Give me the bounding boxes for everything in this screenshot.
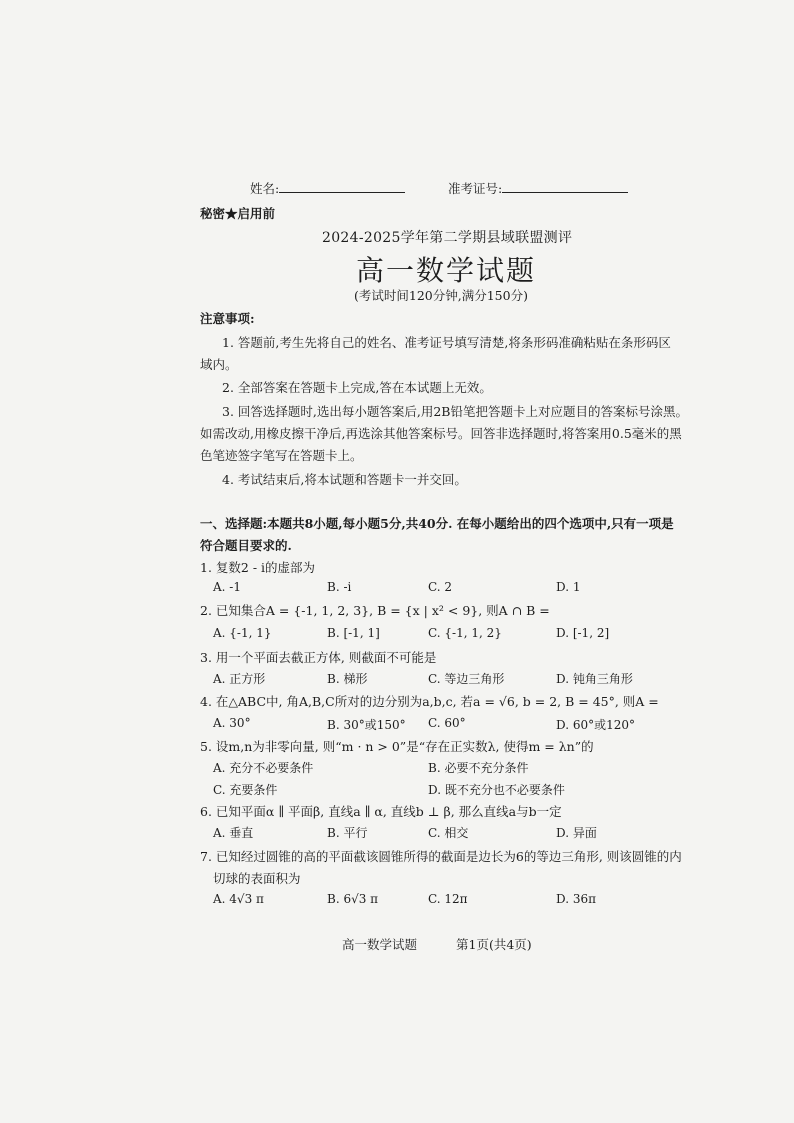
note-2: 2. 全部答案在答题卡上完成,答在本试题上无效。 bbox=[222, 380, 492, 395]
question-5-stem: 5. 设m,n为非零向量, 则“m · n > 0”是“存在正实数λ, 使得m = λn”的 bbox=[200, 739, 594, 754]
question-7-stem-line-2: 切球的表面积为 bbox=[213, 871, 301, 886]
section-1-heading-line-2: 符合题目要求的. bbox=[200, 538, 292, 553]
question-1-stem: 1. 复数2 - i的虚部为 bbox=[200, 560, 316, 575]
question-2-option-c[interactable]: C. {-1, 1, 2} bbox=[428, 626, 502, 640]
question-1-option-d[interactable]: D. 1 bbox=[556, 580, 581, 594]
exam-id-field bbox=[448, 178, 628, 197]
footer-subject: 高一数学试题 bbox=[342, 937, 418, 952]
question-5-option-b[interactable]: B. 必要不充分条件 bbox=[428, 761, 529, 775]
footer-page-number: 第1页(共4页) bbox=[456, 937, 532, 952]
question-7-option-c[interactable]: C. 12π bbox=[428, 892, 468, 906]
question-3-option-c[interactable]: C. 等边三角形 bbox=[428, 672, 505, 686]
question-4-option-c[interactable]: C. 60° bbox=[428, 716, 466, 730]
exam-id-label: 准考证号: bbox=[448, 181, 503, 196]
notes-heading: 注意事项: bbox=[200, 311, 255, 326]
question-3-option-a[interactable]: A. 正方形 bbox=[213, 672, 266, 686]
question-3-stem: 3. 用一个平面去截正方体, 则截面不可能是 bbox=[200, 650, 437, 665]
secret-mark: 秘密★启用前 bbox=[200, 206, 276, 221]
question-5-option-c[interactable]: C. 充要条件 bbox=[213, 783, 278, 797]
question-1-option-b[interactable]: B. -i bbox=[327, 580, 352, 594]
question-2-option-b[interactable]: B. [-1, 1] bbox=[327, 626, 380, 640]
question-4-stem: 4. 在△ABC中, 角A,B,C所对的边分别为a,b,c, 若a = √6, b = 2, B = 45°, 则A = bbox=[200, 694, 659, 709]
question-5-option-a[interactable]: A. 充分不必要条件 bbox=[213, 761, 314, 775]
question-5-option-d[interactable]: D. 既不充分也不必要条件 bbox=[428, 783, 565, 797]
question-6-option-d[interactable]: D. 异面 bbox=[556, 826, 597, 840]
question-3-option-d[interactable]: D. 钝角三角形 bbox=[556, 672, 633, 686]
question-6-option-a[interactable]: A. 垂直 bbox=[213, 826, 254, 840]
section-1-heading-line-1: 一、选择题:本题共8小题,每小题5分,共40分. 在每小题给出的四个选项中,只有一项是 bbox=[200, 516, 674, 531]
exam-subtitle: 2024-2025学年第二学期县域联盟测评 bbox=[322, 230, 573, 246]
question-7-option-a[interactable]: A. 4√3 π bbox=[213, 892, 264, 906]
question-2-option-d[interactable]: D. [-1, 2] bbox=[556, 626, 610, 640]
question-6-option-c[interactable]: C. 相交 bbox=[428, 826, 469, 840]
name-label: 姓名: bbox=[250, 181, 280, 196]
question-4-option-a[interactable]: A. 30° bbox=[213, 716, 251, 730]
question-1-option-a[interactable]: A. -1 bbox=[213, 580, 241, 594]
question-6-option-b[interactable]: B. 平行 bbox=[327, 826, 368, 840]
note-1-line-2: 域内。 bbox=[200, 357, 238, 372]
name-blank bbox=[279, 178, 405, 193]
question-6-stem: 6. 已知平面α ∥ 平面β, 直线a ∥ α, 直线b ⊥ β, 那么直线a与b一定 bbox=[200, 804, 562, 819]
note-3-line-2: 如需改动,用橡皮擦干净后,再选涂其他答案标号。回答非选择题时,将答案用0.5毫米的黑 bbox=[200, 426, 682, 441]
question-4-option-d[interactable]: D. 60°或120° bbox=[556, 718, 635, 732]
note-3-line-1: 3. 回答选择题时,选出每小题答案后,用2B铅笔把答题卡上对应题目的答案标号涂黑。 bbox=[222, 404, 688, 419]
question-7-option-d[interactable]: D. 36π bbox=[556, 892, 596, 906]
question-4-option-b[interactable]: B. 30°或150° bbox=[327, 718, 406, 732]
question-3-option-b[interactable]: B. 梯形 bbox=[327, 672, 368, 686]
exam-id-blank bbox=[502, 178, 628, 193]
question-7-option-b[interactable]: B. 6√3 π bbox=[327, 892, 379, 906]
question-7-stem-line-1: 7. 已知经过圆锥的高的平面截该圆锥所得的截面是边长为6的等边三角形, 则该圆锥的内 bbox=[200, 849, 682, 864]
name-field bbox=[250, 178, 405, 197]
time-info: (考试时间120分钟,满分150分) bbox=[354, 288, 528, 303]
note-4: 4. 考试结束后,将本试题和答题卡一并交回。 bbox=[222, 472, 467, 487]
question-1-option-c[interactable]: C. 2 bbox=[428, 580, 453, 594]
question-2-option-a[interactable]: A. {-1, 1} bbox=[213, 626, 272, 640]
page-title: 高一数学试题 bbox=[356, 254, 537, 287]
question-2-stem: 2. 已知集合A = {-1, 1, 2, 3}, B = {x | x² < 9}, 则A ∩ B = bbox=[200, 603, 550, 618]
note-3-line-3: 色笔迹签字笔写在答题卡上。 bbox=[200, 448, 363, 463]
note-1-line-1: 1. 答题前,考生先将自己的姓名、准考证号填写清楚,将条形码准确粘贴在条形码区 bbox=[222, 335, 671, 350]
